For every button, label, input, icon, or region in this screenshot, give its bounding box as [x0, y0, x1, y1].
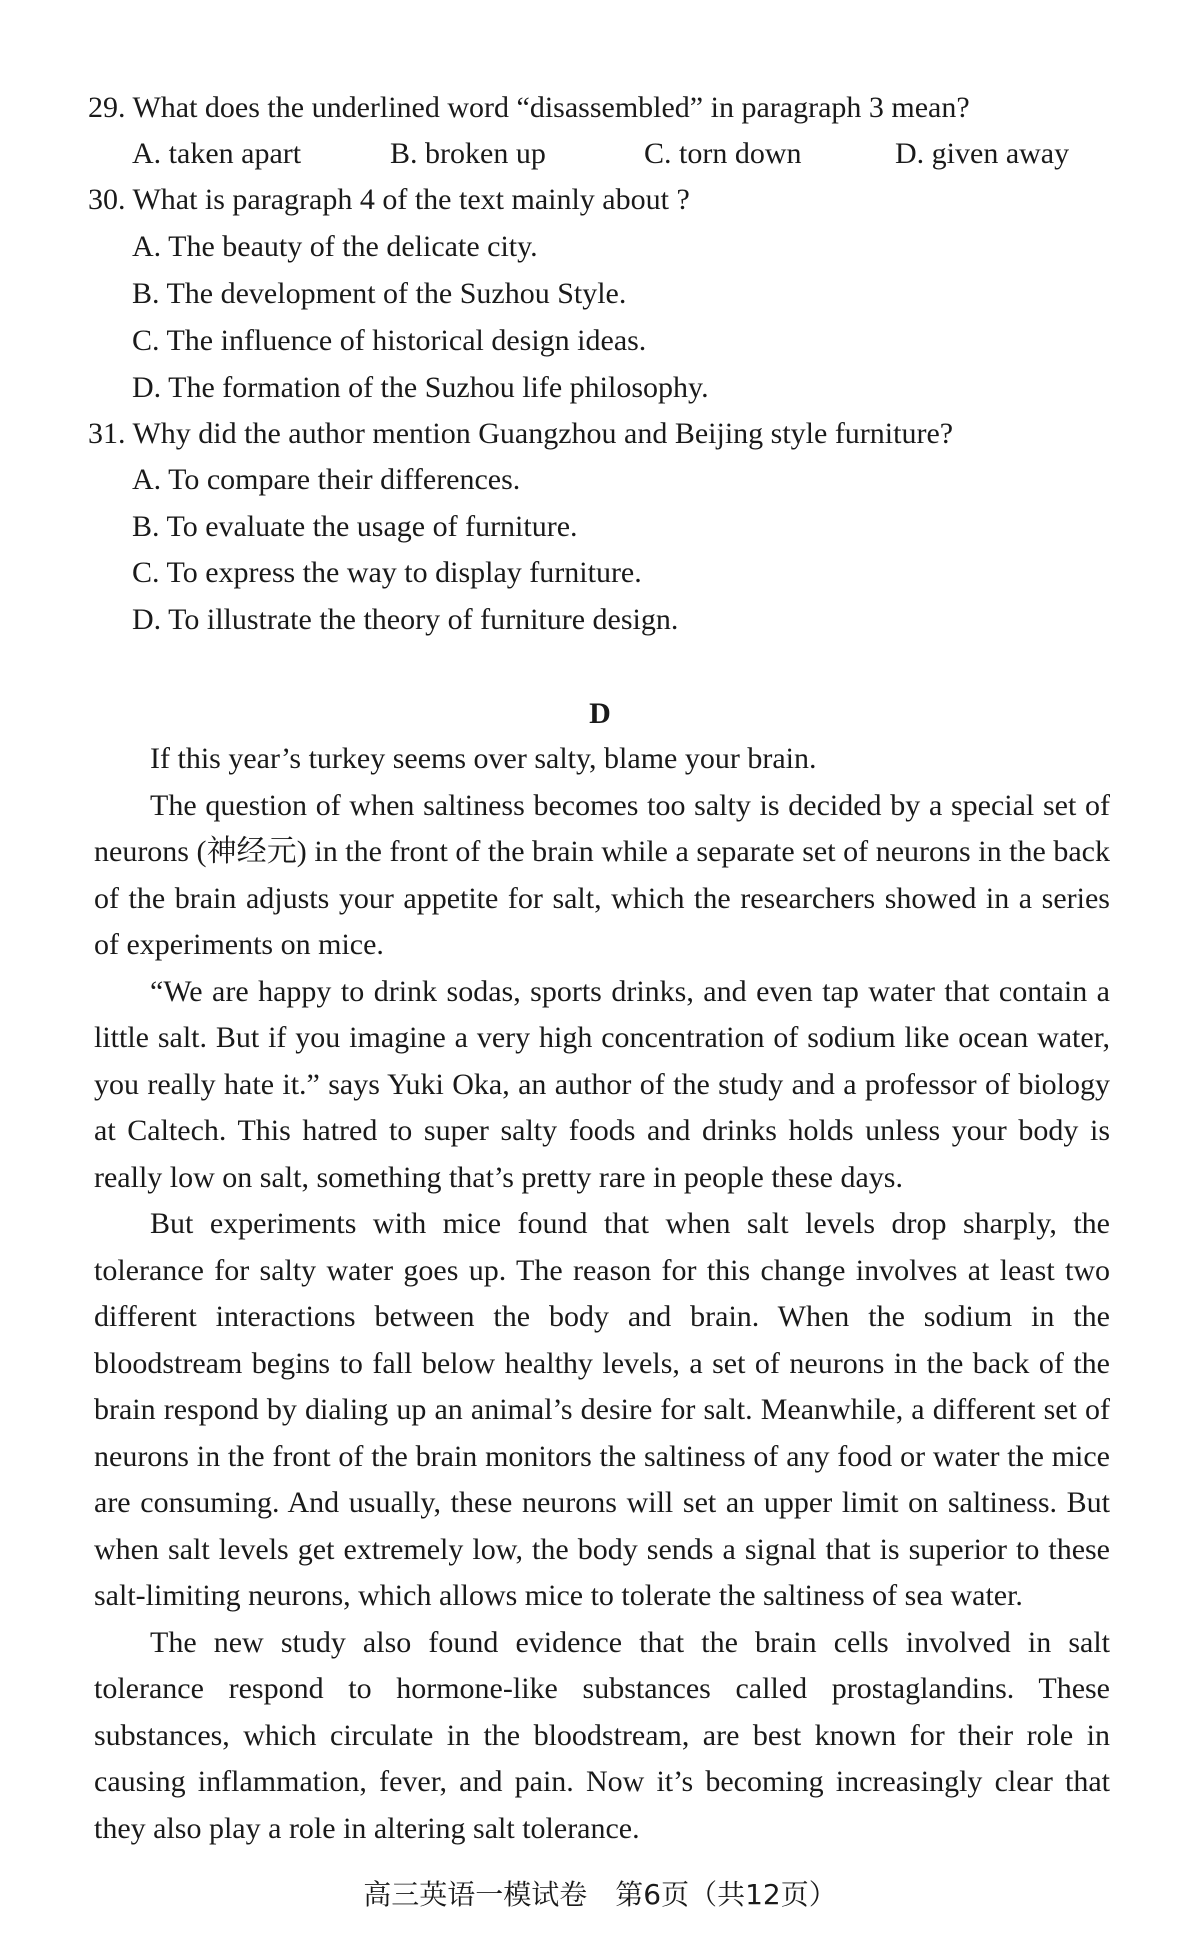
- question-31-stem: 31. Why did the author mention Guangzhou and Beijing style furniture?: [88, 417, 954, 450]
- passage-paragraph-4: But experiments with mice found that when salt levels drop sharply, the tolerance for salty water goes up. The reason for this change involves at least two different interactions between the body and brain. When the sodium in the bloodstream begins to fall below healthy levels, a set of neurons in the back of the brain respond by dialing up an animal’s desire for salt. Meanwhile, a different set of neurons in the front of the brain monitors the saltiness of any food or water the mice are consuming. And usually, these neurons will set an upper limit on saltiness. But when salt levels get extremely low, the body sends a signal that is superior to these salt-limiting neurons, which allows mice to tolerate the saltiness of sea water.: [94, 1207, 1110, 1612]
- page-footer: 高三英语一模试卷 第6页（共12页）: [363, 1878, 837, 1911]
- passage-paragraph-1: If this year’s turkey seems over salty, blame your brain.: [150, 742, 817, 775]
- section-heading: D: [589, 697, 611, 730]
- question-29-option-d: D. given away: [895, 137, 1070, 170]
- question-31-option-c: C. To express the way to display furniture.: [132, 556, 642, 589]
- question-29-option-c: C. torn down: [644, 137, 802, 170]
- question-31-option-d: D. To illustrate the theory of furniture design.: [132, 603, 679, 636]
- reading-passage: [94, 736, 1110, 1852]
- question-31-option-b: B. To evaluate the usage of furniture.: [132, 510, 578, 543]
- passage-paragraph-3: “We are happy to drink sodas, sports drinks, and even tap water that contain a little salt. But if you imagine a very high concentration of sodium like ocean water, you really hate it.” says Yuki Oka, an author of the study and a professor of biology at Caltech. This hatred to super salty foods and drinks holds unless your body is really low on salt, something that’s pretty rare in people these days.: [94, 974, 1110, 1194]
- question-30-stem: 30. What is paragraph 4 of the text mainly about ?: [88, 183, 690, 216]
- question-30-option-c: C. The influence of historical design ideas.: [132, 324, 647, 357]
- question-30-option-a: A. The beauty of the delicate city.: [132, 230, 538, 263]
- question-29-option-b: B. broken up: [390, 137, 546, 170]
- question-29-stem: 29. What does the underlined word “disassembled” in paragraph 3 mean?: [88, 91, 970, 124]
- question-30-option-b: B. The development of the Suzhou Style.: [132, 277, 627, 310]
- question-31-option-a: A. To compare their differences.: [132, 463, 521, 496]
- passage-paragraph-5: The new study also found evidence that the brain cells involved in salt tolerance respond to hormone-like substances called prostaglandins. These substances, which circulate in the bloodstream, are best known for their role in causing inflammation, fever, and pain. Now it’s becoming increasingly clear that they also play a role in altering salt tolerance.: [94, 1625, 1110, 1845]
- question-29-option-a: A. taken apart: [132, 137, 302, 170]
- passage-paragraph-2: The question of when saltiness becomes too salty is decided by a special set of neurons (神经元) in the front of the brain while a separate set of neurons in the back of the brain adjusts your appetite for salt, which the researchers showed in a series of experiments on mice.: [94, 788, 1110, 961]
- question-30-option-d: D. The formation of the Suzhou life philosophy.: [132, 371, 709, 404]
